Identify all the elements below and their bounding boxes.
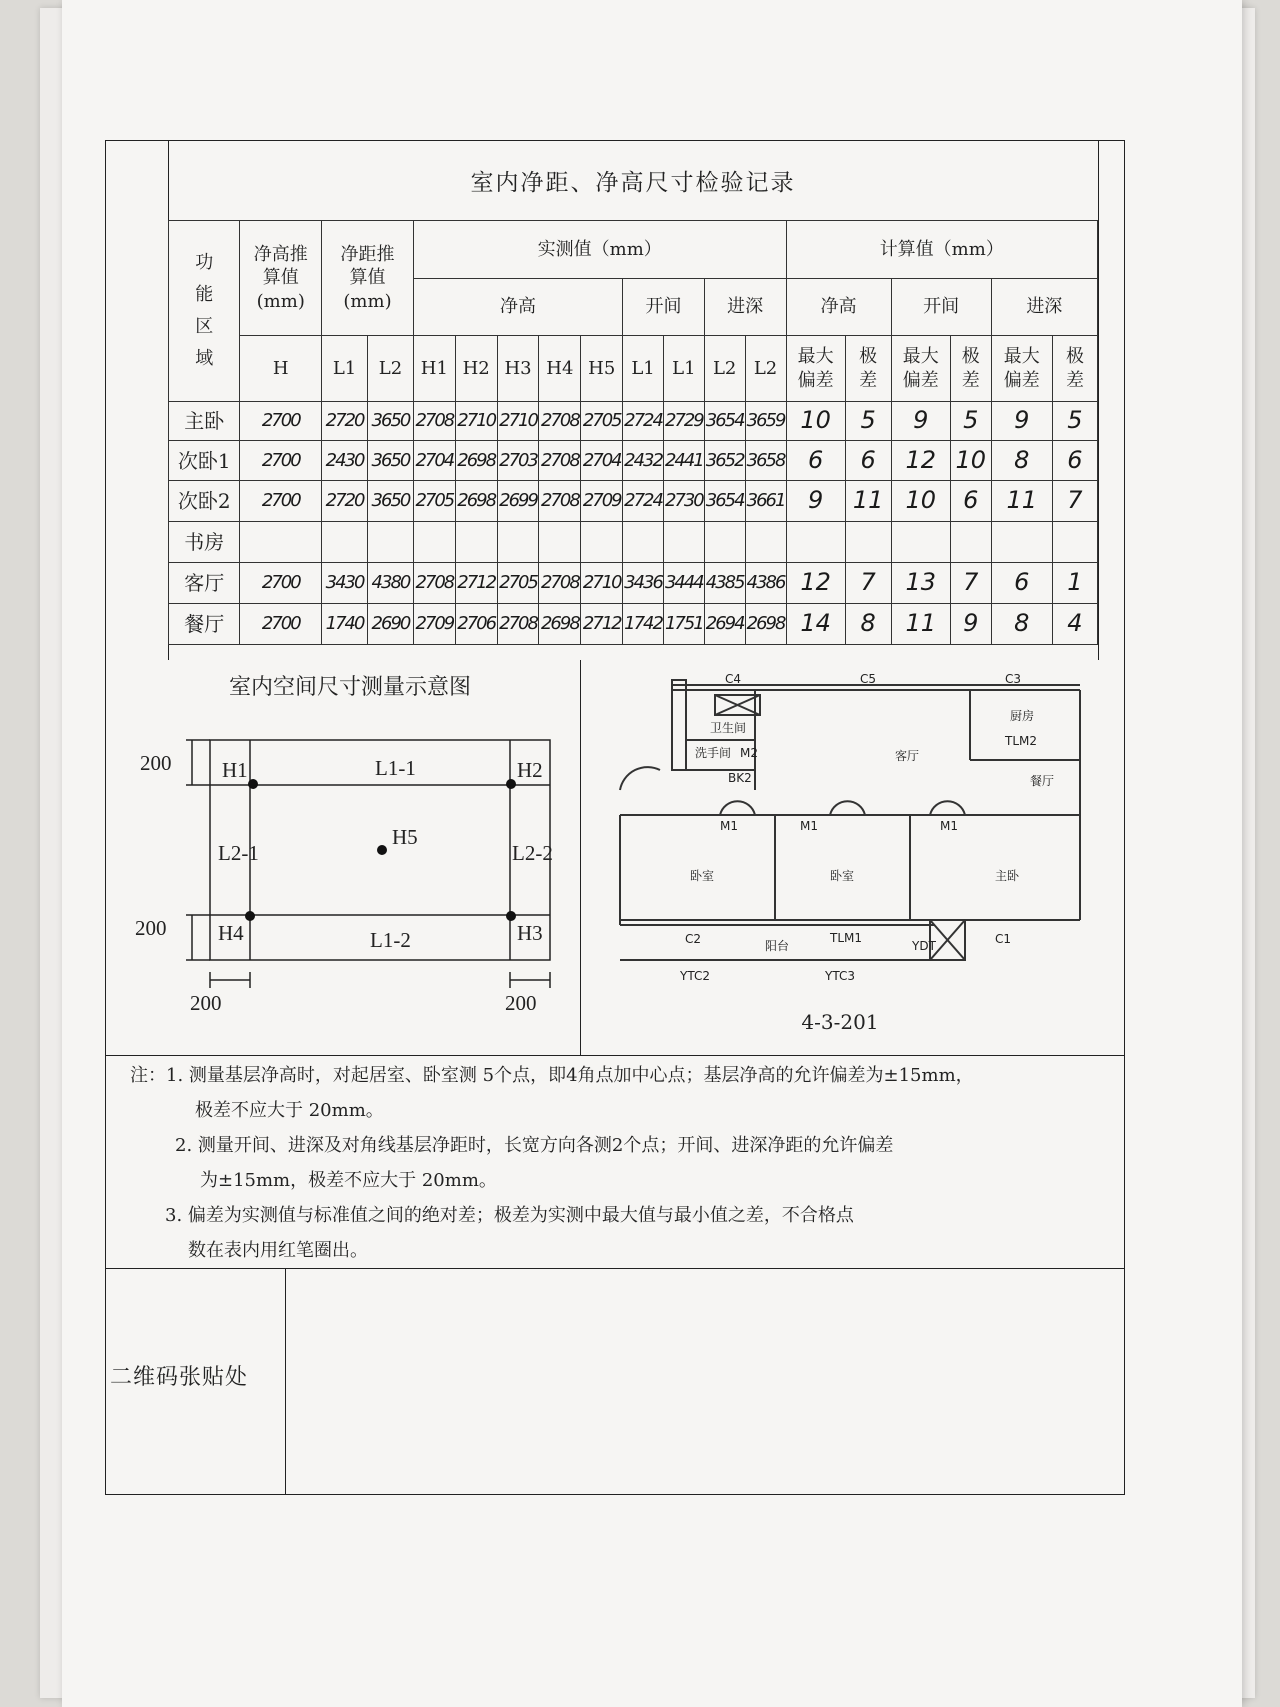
table-cell: 8 [991,604,1052,645]
plan-label: BK2 [728,771,752,785]
max-dev-header: 最大偏差 [891,336,950,402]
table-cell [497,522,539,563]
label-l12: L1-2 [370,928,411,952]
table-cell: 8 [991,441,1052,481]
table-cell: 2712 [455,563,497,604]
record-table [168,220,1098,645]
table-cell: 3654 [704,402,745,441]
plan-label: C1 [995,932,1012,946]
diagram-title: 室内空间尺寸测量示意图 [228,675,471,700]
table-cell: 7 [950,563,991,604]
note-line: 为±15mm，极差不应大于 20mm。 [200,1170,497,1191]
table-cell: 3650 [368,441,414,481]
table-cell: 2708 [539,563,581,604]
table-cell: 11 [845,481,891,522]
table-cell [704,522,745,563]
table-cell: 2694 [704,604,745,645]
col-header: L2 [704,336,745,402]
note-line: 极差不应大于 20mm。 [195,1100,384,1121]
col-header: H4 [539,336,581,402]
plan-label: C5 [860,672,877,686]
diagram-svg [130,660,580,1055]
computed-depth: 进深 [991,279,1097,336]
max-dev-header: 最大偏差 [786,336,845,402]
table-row [169,441,1098,481]
table-cell: 2706 [455,604,497,645]
table-cell: 2700 [240,563,322,604]
max-dev-header: 最大偏差 [991,336,1052,402]
area-name: 书房 [169,522,240,563]
table-cell: 14 [786,604,845,645]
table-cell: 3658 [745,441,786,481]
table-cell: 7 [1052,481,1097,522]
table-cell [745,522,786,563]
table-cell: 2730 [663,481,704,522]
col-header: L1 [623,336,664,402]
area-name: 客厅 [169,563,240,604]
table-cell: 11 [991,481,1052,522]
col-header: L2 [745,336,786,402]
plan-label: 阳台 [765,939,790,953]
net-height-est-header: 净高推算值 (mm) [240,221,322,336]
plan-label: M2 [740,746,758,760]
table-cell: 2708 [413,563,455,604]
table-cell: 1742 [623,604,664,645]
plan-label: 餐厅 [1030,774,1055,788]
table-cell: 2703 [497,441,539,481]
notes-bottom-line [105,1268,1125,1269]
table-cell [991,522,1052,563]
col-header: L2 [368,336,414,402]
table-cell: 9 [891,402,950,441]
table-cell: 2698 [539,604,581,645]
table-cell: 1751 [663,604,704,645]
table-row [169,522,1098,563]
plan-label: TLM1 [830,931,863,945]
table-cell [581,522,623,563]
computed-net-height: 净高 [786,279,891,336]
table-row [169,563,1098,604]
floor-plan [600,672,1100,1060]
col-header: H [240,336,322,402]
point-h3 [506,911,516,921]
table-cell: 6 [950,481,991,522]
table-cell: 11 [891,604,950,645]
plan-label: 厨房 [1010,709,1035,723]
table-cell: 3652 [704,441,745,481]
plan-label: C3 [1005,672,1022,686]
area-name: 次卧2 [169,481,240,522]
area-name: 餐厅 [169,604,240,645]
net-dist-est-header: 净距推算值 (mm) [322,221,414,336]
table-cell: 2708 [539,481,581,522]
table-cell: 6 [1052,441,1097,481]
point-h4 [245,911,255,921]
table-cell [891,522,950,563]
table-cell [1052,522,1097,563]
table-cell: 3650 [368,481,414,522]
table-cell: 2708 [539,441,581,481]
table-cell: 2705 [581,402,623,441]
table-row [169,402,1098,441]
table-cell: 10 [950,441,991,481]
point-h1 [248,779,258,789]
plan-label: 卫生间 [710,721,747,735]
table-cell: 2710 [455,402,497,441]
measurement-diagram [130,660,580,1055]
col-header: H3 [497,336,539,402]
table-cell: 10 [786,402,845,441]
table-cell: 2720 [322,402,368,441]
table-cell: 3444 [663,563,704,604]
table-row [169,481,1098,522]
table-cell [539,522,581,563]
table-cell: 2441 [663,441,704,481]
table-cell [240,522,322,563]
table-cell: 9 [991,402,1052,441]
table-cell: 4380 [368,563,414,604]
point-h5 [377,845,387,855]
qr-code-label: 二维码张贴处 [110,1365,249,1390]
note-line: 注：1. 测量基层净高时，对起居室、卧室测 5个点，即4角点加中心点；基层净高的允许偏差为±15mm， [130,1065,974,1086]
range-header: 极差 [950,336,991,402]
col-header: L1 [663,336,704,402]
table-cell: 3436 [623,563,664,604]
plan-label: M1 [940,819,958,833]
table-cell: 2729 [663,402,704,441]
table-cell: 2704 [581,441,623,481]
table-cell: 3661 [745,481,786,522]
plan-label: YTC2 [680,969,710,983]
plan-label: 主卧 [995,869,1020,883]
area-name: 主卧 [169,402,240,441]
label-l21: L2-1 [218,841,259,865]
func-area-header: 功能区域 [169,221,240,402]
table-cell: 2700 [240,402,322,441]
table-cell: 2698 [455,441,497,481]
table-cell: 3659 [745,402,786,441]
table-cell: 8 [845,604,891,645]
table-cell: 3430 [322,563,368,604]
col-header: H2 [455,336,497,402]
measured-bay: 开间 [623,279,705,336]
table-cell: 5 [845,402,891,441]
table-cell: 9 [786,481,845,522]
plan-label: TLM2 [1005,734,1038,748]
table-cell: 2700 [240,481,322,522]
table-cell [455,522,497,563]
plan-label: YDT [912,939,936,953]
table-cell: 6 [786,441,845,481]
area-name: 次卧1 [169,441,240,481]
plan-label: C4 [725,672,742,686]
table-cell: 2710 [581,563,623,604]
note-line: 数在表内用红笔圈出。 [188,1240,368,1261]
plan-label: M1 [720,819,738,833]
label-l22: L2-2 [512,841,553,865]
table-cell: 1 [1052,563,1097,604]
dim-label-left: 200 [190,991,222,1015]
measured-header: 实测值（mm） [413,221,786,279]
table-cell: 2699 [497,481,539,522]
table-cell: 12 [891,441,950,481]
table-cell [623,522,664,563]
table-cell: 12 [786,563,845,604]
measured-net-height: 净高 [413,279,622,336]
table-cell: 2712 [581,604,623,645]
plan-label: 卧室 [830,869,855,883]
label-h4: H4 [218,921,244,945]
plan-label: 洗手间 [695,746,732,760]
table-cell: 2432 [623,441,664,481]
plan-label: YTC3 [825,969,855,983]
notes-block [130,1058,1090,1268]
table-cell: 1740 [322,604,368,645]
label-h5: H5 [392,825,418,849]
table-cell: 4385 [704,563,745,604]
plan-label: 卧室 [690,869,715,883]
table-cell: 2705 [497,563,539,604]
table-cell: 2708 [539,402,581,441]
table-cell: 2724 [623,481,664,522]
diagram-divider [580,660,581,1055]
col-header: L1 [322,336,368,402]
note-line: 2. 测量开间、进深及对角线基层净距时，长宽方向各测2个点；开间、进深净距的允许偏差 [175,1135,894,1156]
form-title: 室内净距、净高尺寸检验记录 [470,169,796,196]
table-cell: 2720 [322,481,368,522]
table-cell [368,522,414,563]
table-cell: 2710 [497,402,539,441]
table-cell: 2709 [413,604,455,645]
range-header: 极差 [1052,336,1097,402]
table-cell: 2430 [322,441,368,481]
table-cell [786,522,845,563]
table-cell: 2690 [368,604,414,645]
plan-label: C2 [685,932,702,946]
label-l11: L1-1 [375,756,416,780]
table-cell [663,522,704,563]
plan-label: M1 [800,819,818,833]
table-cell: 3654 [704,481,745,522]
plan-label: 客厅 [895,749,920,763]
table-cell: 5 [950,402,991,441]
table-cell [950,522,991,563]
table-cell [845,522,891,563]
table-cell: 10 [891,481,950,522]
table-cell: 2708 [497,604,539,645]
label-h3: H3 [517,921,543,945]
table-cell: 2708 [413,402,455,441]
dim-label-top: 200 [140,751,172,775]
dim-label-right: 200 [505,991,537,1015]
col-header: H5 [581,336,623,402]
table-cell: 2709 [581,481,623,522]
table-cell: 2700 [240,441,322,481]
table-cell: 4386 [745,563,786,604]
plan-id: 4-3-201 [801,1010,879,1034]
computed-bay: 开间 [891,279,991,336]
table-cell [322,522,368,563]
dim-label-bottom: 200 [135,916,167,940]
table-cell: 4 [1052,604,1097,645]
table-right-border [1098,140,1099,660]
computed-header: 计算值（mm） [786,221,1097,279]
table-cell: 6 [991,563,1052,604]
table-cell: 5 [1052,402,1097,441]
table-cell: 3650 [368,402,414,441]
table-cell: 2698 [745,604,786,645]
col-header: H1 [413,336,455,402]
range-header: 极差 [845,336,891,402]
table-cell: 9 [950,604,991,645]
table-cell: 2705 [413,481,455,522]
table-cell: 7 [845,563,891,604]
table-cell: 2698 [455,481,497,522]
point-h2 [506,779,516,789]
table-cell: 13 [891,563,950,604]
table-cell: 2724 [623,402,664,441]
label-h2: H2 [517,758,543,782]
table-row [169,604,1098,645]
table-cell: 2700 [240,604,322,645]
table-cell [413,522,455,563]
table-cell: 6 [845,441,891,481]
floor-plan-svg [600,672,1100,1010]
note-line: 3. 偏差为实测值与标准值之间的绝对差；极差为实测中最大值与最小值之差，不合格点 [165,1205,854,1226]
label-h1: H1 [222,758,248,782]
table-cell: 2704 [413,441,455,481]
measured-depth: 进深 [704,279,786,336]
